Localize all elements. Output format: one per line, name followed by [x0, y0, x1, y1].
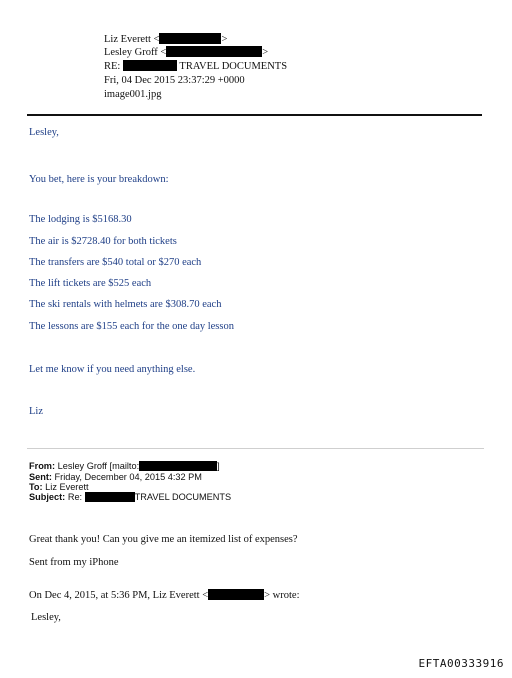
expense-line: The air is $2728.40 for both tickets — [29, 236, 177, 247]
quoted-sent-value: Friday, December 04, 2015 4:32 PM — [54, 472, 202, 482]
quoted-subject-text: TRAVEL DOCUMENTS — [134, 492, 232, 502]
quoted-subject-prefix: Re: — [67, 492, 83, 502]
quoted-from-row — [29, 461, 220, 472]
quoted-greeting: Lesley, — [31, 612, 61, 623]
to-tail: > — [262, 47, 269, 58]
expense-line: The ski rentals with helmets are $308.70 each — [29, 299, 222, 310]
date-value: Fri, 04 Dec 2015 23:37:29 +0000 — [104, 75, 245, 86]
quoted-subject-row — [29, 492, 231, 503]
quoted-subject-label: Subject: — [29, 492, 66, 502]
subject-text: TRAVEL DOCUMENTS — [179, 61, 288, 72]
header-divider — [27, 114, 482, 116]
quoted-body-signature: Sent from my iPhone — [29, 557, 119, 568]
redaction-block — [166, 46, 262, 57]
on-wrote-suffix: > wrote: — [264, 590, 300, 601]
quoted-from-label: From: — [29, 461, 56, 471]
to-name: Lesley Groff < — [104, 47, 167, 58]
from-tail: > — [221, 34, 228, 45]
redaction-block — [139, 461, 217, 471]
expense-line: The lodging is $5168.30 — [29, 214, 132, 225]
from-name: Liz Everett < — [104, 34, 160, 45]
reply-signature: Liz — [29, 406, 43, 417]
reply-greeting: Lesley, — [29, 127, 59, 138]
on-wrote-line — [29, 589, 300, 602]
redaction-block — [123, 60, 177, 71]
expense-line: The lessons are $155 each for the one day lesson — [29, 321, 234, 332]
quoted-divider — [27, 448, 484, 449]
redaction-block — [85, 492, 135, 502]
expense-line: The transfers are $540 total or $270 each — [29, 257, 202, 268]
inline-images-value: image001.jpg — [104, 89, 162, 100]
reply-intro: You bet, here is your breakdown: — [29, 174, 169, 185]
quoted-to-value: Liz Everett — [45, 482, 89, 492]
subject-value — [104, 60, 287, 73]
quoted-body-question: Great thank you! Can you give me an itemized list of expenses? — [29, 534, 298, 545]
expense-line: The lift tickets are $525 each — [29, 278, 152, 289]
subject-prefix: RE: — [104, 61, 121, 72]
quoted-from-tail: ] — [217, 461, 220, 471]
to-value — [104, 46, 268, 59]
quoted-from-value: Lesley Groff [mailto: — [57, 461, 140, 471]
document-id: EFTA00333916 — [418, 657, 504, 670]
on-wrote-prefix: On Dec 4, 2015, at 5:36 PM, Liz Everett < — [29, 590, 209, 601]
quoted-sent-label: Sent: — [29, 472, 52, 482]
redaction-block — [159, 33, 221, 44]
from-value — [104, 33, 227, 46]
redaction-block — [208, 589, 264, 600]
reply-closing: Let me know if you need anything else. — [29, 364, 196, 375]
quoted-to-label: To: — [29, 482, 43, 492]
